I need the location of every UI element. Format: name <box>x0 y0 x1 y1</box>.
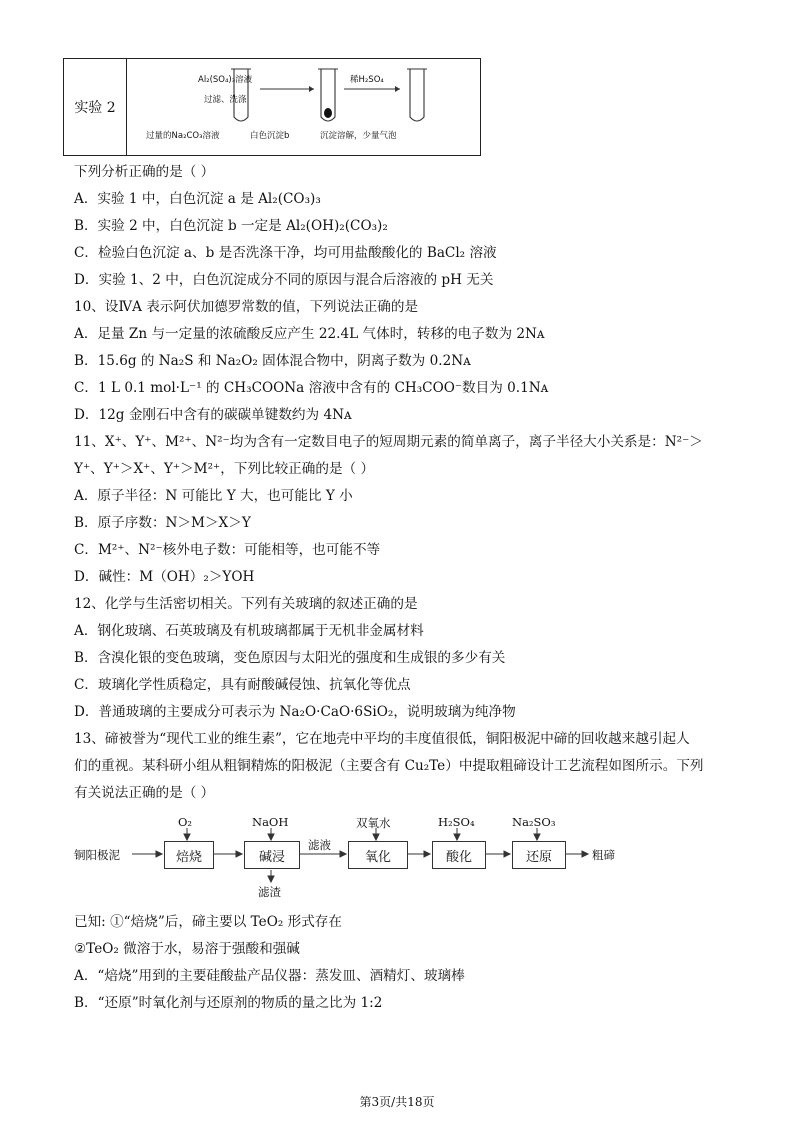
q12-option-c: C．玻璃化学性质稳定，具有耐酸碱侵蚀、抗氧化等优点 <box>74 677 411 693</box>
reagent-1: Al₂(SO₄)₃溶液 <box>198 75 253 85</box>
q9-option-b: B．实验 2 中，白色沉淀 b 一定是 Al₂(OH)₂(CO₃)₂ <box>74 218 388 234</box>
reagent-o2: O₂ <box>178 815 193 829</box>
step-roasting: 焙烧 <box>164 841 214 869</box>
flow-filtrate: 滤液 <box>308 838 331 852</box>
reagent-naoh: NaOH <box>252 815 289 829</box>
reagent-2: 稀H₂SO₄ <box>350 75 384 85</box>
q13-option-b: B．“还原”时氧化剂与还原剂的物质的量之比为 1:2 <box>74 995 383 1011</box>
question-10-stem: 10、设ⅣA 表示阿伏加德罗常数的值，下列说法正确的是 <box>74 299 419 315</box>
question-13-stem-1: 13、碲被誉为“现代工业的维生素”，它在地壳中平均的丰度值很低，铜阳极泥中碲的回收越来越引起人 <box>74 731 690 747</box>
experiment-label: 实验 2 <box>64 59 127 155</box>
flow-residue: 滤渣 <box>258 885 281 899</box>
operation-1: 过滤、洗涤 <box>204 95 247 105</box>
q12-option-b: B．含溴化银的变色玻璃，变色原因与太阳光的强度和生成银的多少有关 <box>74 650 506 666</box>
tube-3-label: 沉淀溶解，少量气泡 <box>320 131 397 141</box>
question-9-prompt: 下列分析正确的是（ ） <box>74 164 215 180</box>
reagent-na2so3: Na₂SO₃ <box>512 815 556 829</box>
q11-option-c: C．M²⁺、N²⁻核外电子数：可能相等，也可能不等 <box>74 542 381 558</box>
q10-option-a: A．足量 Zn 与一定量的浓硫酸反应产生 22.4L 气体时，转移的电子数为 2Nᴀ <box>74 326 545 342</box>
question-11-stem-2: Y⁺、Y⁺＞X⁺、Y⁺＞M²⁺，下列比较正确的是（ ） <box>74 461 375 477</box>
step-alkali-leach: 碱浸 <box>244 841 300 869</box>
q10-option-b: B．15.6g 的 Na₂S 和 Na₂O₂ 固体混合物中，阴离子数为 0.2Nᴀ <box>74 353 471 369</box>
tube-1-label: 过量的Na₂CO₃溶液 <box>146 131 220 141</box>
question-13-stem-3: 有关说法正确的是（ ） <box>74 785 215 801</box>
tube-2-label: 白色沉淀b <box>250 131 290 141</box>
question-13-stem-2: 们的重视。某科研小组从粗铜精炼的阳极泥（主要含有 Cu₂Te）中提取粗碲设计工艺流程如图所示。下列 <box>74 758 704 774</box>
step-oxidation: 氧化 <box>348 841 408 869</box>
reagent-h2o2: 双氧水 <box>356 816 391 830</box>
page-footer: 第3页/共18页 <box>359 1095 435 1109</box>
reagent-h2so4: H₂SO₄ <box>438 815 475 829</box>
q11-option-d: D．碱性：M（OH）₂＞YOH <box>74 569 255 585</box>
test-tube-3 <box>407 69 427 121</box>
q9-option-d: D．实验 1、2 中，白色沉淀成分不同的原因与混合后溶液的 pH 无关 <box>74 272 494 288</box>
question-11-stem-1: 11、X⁺、Y⁺、M²⁺、N²⁻均为含有一定数目电子的短周期元素的简单离子，离子半径大小关系是：N²⁻＞ <box>74 434 703 450</box>
q10-option-c: C．1 L 0.1 mol·L⁻¹ 的 CH₃COONa 溶液中含有的 CH₃COO⁻数目为 0.1Nᴀ <box>74 380 549 396</box>
q9-option-c: C．检验白色沉淀 a、b 是否洗涤干净，均可用盐酸酸化的 BaCl₂ 溶液 <box>74 245 497 261</box>
step-acidification: 酸化 <box>432 841 486 869</box>
q9-option-a: A．实验 1 中，白色沉淀 a 是 Al₂(CO₃)₃ <box>74 191 321 207</box>
known-2: ②TeO₂ 微溶于水，易溶于强酸和强碱 <box>74 941 300 957</box>
q10-option-d: D．12g 金刚石中含有的碳碳单键数约为 4Nᴀ <box>74 407 352 423</box>
q13-option-a: A．“焙烧”用到的主要硅酸盐产品仪器：蒸发皿、酒精灯、玻璃棒 <box>74 968 465 984</box>
step-reduction: 还原 <box>512 841 566 869</box>
flow-start: 铜阳极泥 <box>74 848 120 862</box>
q11-option-b: B．原子序数：N＞M＞X＞Y <box>74 515 251 531</box>
white-precipitate <box>324 108 332 118</box>
q12-option-d: D．普通玻璃的主要成分可表示为 Na₂O·CaO·6SiO₂，说明玻璃为纯净物 <box>74 704 516 720</box>
q11-option-a: A．原子半径：N 可能比 Y 大，也可能比 Y 小 <box>74 488 353 504</box>
experiment-table <box>63 58 481 156</box>
flow-end: 粗碲 <box>592 848 615 862</box>
known-1: 已知: ①“焙烧”后，碲主要以 TeO₂ 形式存在 <box>74 914 342 930</box>
q12-option-a: A．钢化玻璃、石英玻璃及有机玻璃都属于无机非金属材料 <box>74 623 424 639</box>
question-12-stem: 12、化学与生活密切相关。下列有关玻璃的叙述正确的是 <box>74 596 418 612</box>
